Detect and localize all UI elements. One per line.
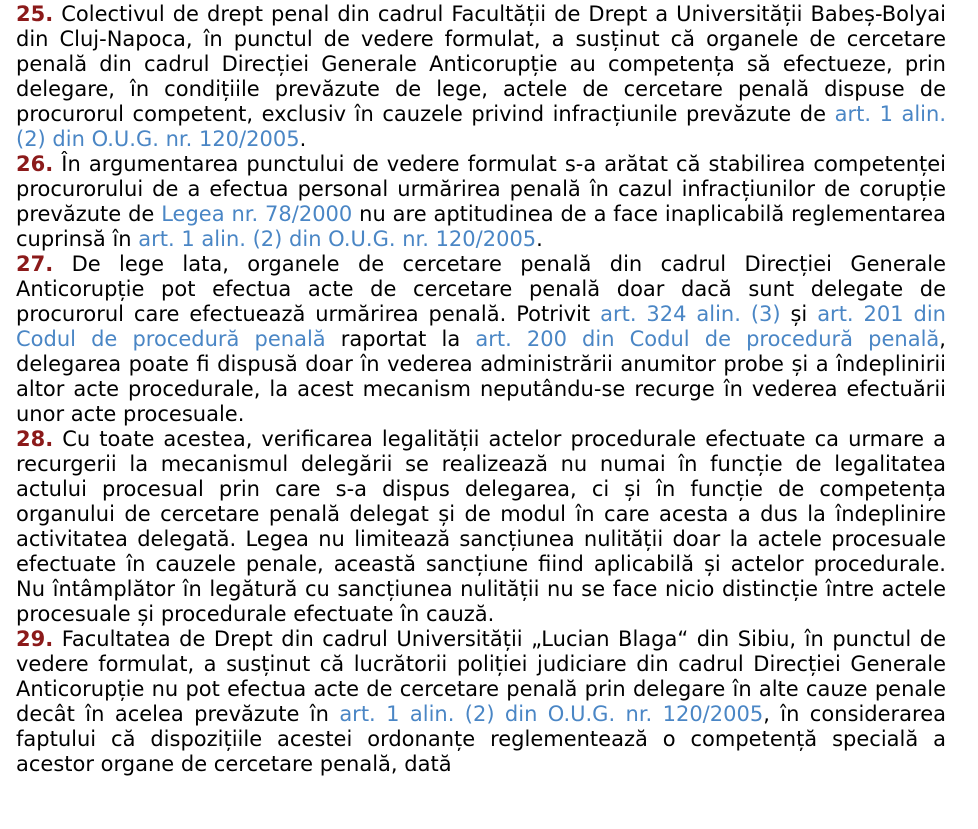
legal-reference-link[interactable]: art. 324 alin. (3) xyxy=(600,302,781,326)
paragraph-number: 25. xyxy=(16,2,54,26)
legal-reference-link[interactable]: art. 1 alin. (2) din O.U.G. nr. 120/2005 xyxy=(138,227,537,251)
paragraph-text: . xyxy=(536,227,543,251)
document-body xyxy=(16,2,946,777)
paragraph-text: , în considerarea faptului că dispozițiile acestei ordonanțe reglementează o competență specială a acestor organe de cercetare penală, dată xyxy=(16,702,946,776)
paragraph-number: 26. xyxy=(16,152,54,176)
paragraph-27 xyxy=(16,252,946,427)
paragraph-text: În argumentarea punctului de vedere formulat s-a arătat că stabilirea competenței procurorului de a efectua personal urmărirea penală în cazul infracțiunilor de corupție prevăzute de xyxy=(16,152,946,226)
legal-reference-link[interactable]: Legea nr. 78/2000 xyxy=(161,202,353,226)
legal-reference-link[interactable]: art. 1 alin. (2) din O.U.G. nr. 120/2005 xyxy=(16,102,947,151)
paragraph-text: nu are aptitudinea de a face inaplicabilă reglementarea cuprinsă în xyxy=(16,202,947,251)
paragraph-text: Facultatea de Drept din cadrul Universității „Lucian Blaga“ din Sibiu, în punctul de vedere formulat, a susținut că lucrătorii poliției judiciare din cadrul Direcției Generale Anticorupție nu pot efectua acte de cercetare penală prin delegare în alte cauze penale decât în acelea prevăzute în xyxy=(16,627,946,726)
paragraph-text: , delegarea poate fi dispusă doar în vederea administrării anumitor probe și a îndeplinirii altor acte procedurale, la acest mecanism neputându-se recurge în vederea efectuării unor acte procesuale. xyxy=(16,327,946,426)
legal-reference-link[interactable]: art. 201 din Codul de procedură penală xyxy=(16,302,946,351)
paragraph-text: . xyxy=(299,127,307,151)
paragraph-28 xyxy=(16,427,946,627)
paragraph-number: 27. xyxy=(16,252,54,276)
legal-reference-link[interactable]: art. 1 alin. (2) din O.U.G. nr. 120/2005 xyxy=(339,702,764,726)
legal-reference-link[interactable]: art. 200 din Codul de procedură penală xyxy=(475,327,940,351)
paragraph-25 xyxy=(16,2,946,152)
paragraph-text: Colectivul de drept penal din cadrul Facultății de Drept a Universității Babeș-Bolyai din Cluj-Napoca, în punctul de vedere formulat, a susținut că organele de cercetare penală din cadrul Direcției Generale Anticorupție au competența să efectueze, prin delegare, în condițiile prevăzute de lege, actele de cercetare penală dispuse de procurorul competent, exclusiv în cauzele privind infracțiunile prevăzute de xyxy=(16,2,946,126)
paragraph-text: și xyxy=(780,302,818,326)
paragraph-text: Cu toate acestea, verificarea legalității actelor procedurale efectuate ca urmare a recurgerii la mecanismul delegării se realizează nu numai în funcție de legalitatea actului procesual prin care s-a dispus delegarea, ci și în funcție de competența organului de cercetare penală delegat și de modul în care acesta a dus la îndeplinire activitatea delegată. Legea nu limitează sancțiunea nulității doar la actele procesuale efectuate în cauzele penale, această sancțiune fiind aplicabilă și actelor procedurale. Nu întâmplător în legătură cu sancțiunea nulității nu se face nicio distincție între actele procesuale și procedurale efectuate în cauză. xyxy=(16,427,946,626)
paragraph-29 xyxy=(16,627,946,777)
paragraph-text: De lege lata, organele de cercetare penală din cadrul Direcției Generale Anticorupție pot efectua acte de cercetare penală doar dacă sunt delegate de procurorul care efectuează urmărirea penală. Potrivit xyxy=(16,252,946,326)
paragraph-number: 28. xyxy=(16,427,54,451)
paragraph-number: 29. xyxy=(16,627,54,651)
paragraph-text: raportat la xyxy=(325,327,476,351)
paragraph-26 xyxy=(16,152,946,252)
